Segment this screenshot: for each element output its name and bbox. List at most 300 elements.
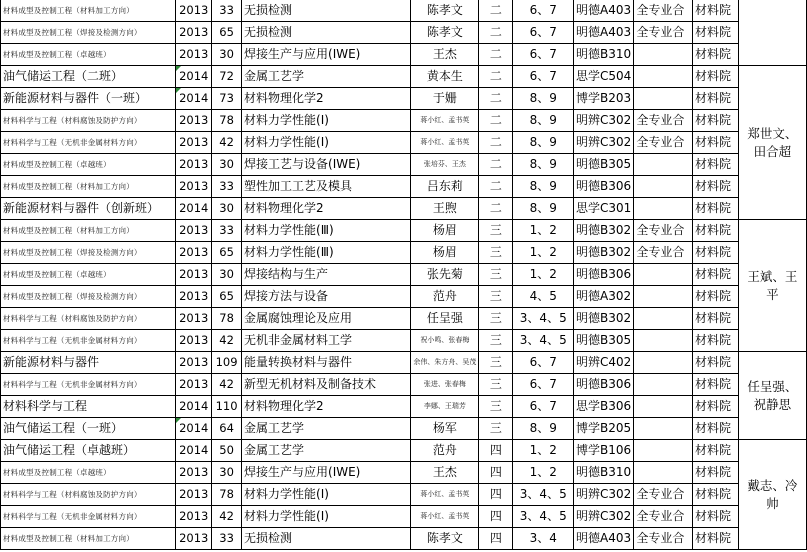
- year-cell[interactable]: [176, 352, 212, 374]
- room-cell[interactable]: [574, 308, 634, 330]
- department-cell[interactable]: [693, 374, 739, 396]
- year-cell[interactable]: [176, 176, 212, 198]
- course-cell[interactable]: [242, 506, 411, 528]
- department-cell[interactable]: [693, 330, 739, 352]
- course-cell[interactable]: [242, 198, 411, 220]
- teacher-cell[interactable]: [411, 44, 479, 66]
- major-cell[interactable]: [1, 132, 176, 154]
- major-cell[interactable]: [1, 286, 176, 308]
- course-cell[interactable]: [242, 330, 411, 352]
- weekday-cell[interactable]: [479, 198, 513, 220]
- session-cell[interactable]: [513, 396, 574, 418]
- room-cell[interactable]: [574, 88, 634, 110]
- year-cell-text: 2013: [179, 3, 209, 17]
- comment-marker-icon: [176, 66, 181, 71]
- teacher-cell[interactable]: [411, 506, 479, 528]
- session-cell[interactable]: [513, 242, 574, 264]
- session-cell[interactable]: [513, 110, 574, 132]
- student-count-cell[interactable]: [212, 440, 242, 462]
- major-cell-text: 油气储运工程（一班）: [3, 421, 124, 435]
- department-cell-text: 材料院: [695, 91, 732, 105]
- teacher-cell-text: 陈孝文: [426, 3, 463, 17]
- year-cell[interactable]: [176, 396, 212, 418]
- class-type-cell[interactable]: [634, 198, 693, 220]
- course-cell[interactable]: [242, 352, 411, 374]
- course-cell[interactable]: [242, 132, 411, 154]
- teacher-cell-text: 黄本生: [426, 69, 463, 83]
- department-cell[interactable]: [693, 66, 739, 88]
- course-cell[interactable]: [242, 528, 411, 550]
- session-cell-text: 8、9: [529, 113, 557, 127]
- course-cell[interactable]: [242, 242, 411, 264]
- department-cell[interactable]: [693, 44, 739, 66]
- student-count-cell[interactable]: [212, 132, 242, 154]
- student-count-cell[interactable]: [212, 396, 242, 418]
- student-count-cell-text: 109: [215, 355, 238, 369]
- class-type-cell[interactable]: [634, 462, 693, 484]
- major-cell[interactable]: [1, 440, 176, 462]
- department-cell-text: 材料院: [695, 223, 732, 237]
- major-cell[interactable]: [1, 0, 176, 22]
- student-count-cell[interactable]: [212, 110, 242, 132]
- student-count-cell-text: 42: [219, 377, 234, 391]
- class-type-cell[interactable]: [634, 286, 693, 308]
- room-cell[interactable]: [574, 264, 634, 286]
- session-cell[interactable]: [513, 44, 574, 66]
- session-cell[interactable]: [513, 506, 574, 528]
- weekday-cell[interactable]: [479, 154, 513, 176]
- class-type-cell[interactable]: [634, 528, 693, 550]
- course-cell[interactable]: [242, 286, 411, 308]
- room-cell[interactable]: [574, 528, 634, 550]
- course-cell[interactable]: [242, 44, 411, 66]
- room-cell-text: 明德B302: [576, 223, 632, 237]
- session-cell[interactable]: [513, 484, 574, 506]
- class-type-cell[interactable]: [634, 484, 693, 506]
- table-row: [1, 374, 807, 396]
- class-type-cell[interactable]: [634, 132, 693, 154]
- class-type-cell[interactable]: [634, 0, 693, 22]
- teacher-cell[interactable]: [411, 0, 479, 22]
- department-cell-text: 材料院: [695, 267, 732, 281]
- major-cell[interactable]: [1, 110, 176, 132]
- class-type-cell[interactable]: [634, 352, 693, 374]
- class-type-cell[interactable]: [634, 418, 693, 440]
- department-cell[interactable]: [693, 88, 739, 110]
- class-type-cell[interactable]: [634, 396, 693, 418]
- major-cell[interactable]: [1, 506, 176, 528]
- session-cell-text: 6、7: [529, 3, 557, 17]
- class-type-cell[interactable]: [634, 110, 693, 132]
- class-type-cell[interactable]: [634, 88, 693, 110]
- major-cell[interactable]: [1, 198, 176, 220]
- student-count-cell[interactable]: [212, 462, 242, 484]
- weekday-cell-text: 三: [489, 245, 502, 259]
- session-cell[interactable]: [513, 154, 574, 176]
- weekday-cell[interactable]: [479, 242, 513, 264]
- room-cell[interactable]: [574, 220, 634, 242]
- teacher-cell-text: 余伟、朱方舟、吴茂: [413, 358, 477, 366]
- session-cell[interactable]: [513, 0, 574, 22]
- course-cell[interactable]: [242, 440, 411, 462]
- year-cell[interactable]: [176, 506, 212, 528]
- course-cell[interactable]: [242, 154, 411, 176]
- department-cell[interactable]: [693, 22, 739, 44]
- student-count-cell[interactable]: [212, 198, 242, 220]
- year-cell[interactable]: [176, 418, 212, 440]
- student-count-cell[interactable]: [212, 0, 242, 22]
- department-cell[interactable]: [693, 110, 739, 132]
- year-cell-text: 2013: [179, 355, 209, 369]
- room-cell[interactable]: [574, 132, 634, 154]
- class-type-cell[interactable]: [634, 308, 693, 330]
- teacher-cell[interactable]: [411, 264, 479, 286]
- session-cell[interactable]: [513, 22, 574, 44]
- teacher-cell[interactable]: [411, 308, 479, 330]
- weekday-cell[interactable]: [479, 22, 513, 44]
- major-cell-text: 材料成型及控制工程（卓越班）: [3, 468, 111, 477]
- student-count-cell[interactable]: [212, 308, 242, 330]
- schedule-body: [1, 0, 807, 550]
- student-count-cell[interactable]: [212, 176, 242, 198]
- year-cell[interactable]: [176, 308, 212, 330]
- room-cell[interactable]: [574, 418, 634, 440]
- teacher-cell[interactable]: [411, 242, 479, 264]
- proctor-group-text: 王斌、王平: [747, 268, 798, 302]
- department-cell[interactable]: [693, 308, 739, 330]
- class-type-cell[interactable]: [634, 264, 693, 286]
- session-cell[interactable]: [513, 418, 574, 440]
- teacher-cell[interactable]: [411, 352, 479, 374]
- class-type-cell[interactable]: [634, 44, 693, 66]
- teacher-cell[interactable]: [411, 22, 479, 44]
- course-cell[interactable]: [242, 264, 411, 286]
- weekday-cell-text: 四: [489, 487, 502, 501]
- room-cell[interactable]: [574, 374, 634, 396]
- weekday-cell[interactable]: [479, 264, 513, 286]
- room-cell[interactable]: [574, 484, 634, 506]
- student-count-cell[interactable]: [212, 374, 242, 396]
- weekday-cell[interactable]: [479, 418, 513, 440]
- weekday-cell[interactable]: [479, 66, 513, 88]
- course-cell[interactable]: [242, 66, 411, 88]
- course-cell[interactable]: [242, 484, 411, 506]
- year-cell[interactable]: [176, 242, 212, 264]
- teacher-cell[interactable]: [411, 374, 479, 396]
- weekday-cell[interactable]: [479, 396, 513, 418]
- class-type-cell[interactable]: [634, 66, 693, 88]
- student-count-cell[interactable]: [212, 220, 242, 242]
- session-cell-text: 8、9: [529, 421, 557, 435]
- student-count-cell-text: 78: [219, 311, 234, 325]
- course-cell[interactable]: [242, 418, 411, 440]
- teacher-cell[interactable]: [411, 418, 479, 440]
- student-count-cell[interactable]: [212, 88, 242, 110]
- session-cell[interactable]: [513, 264, 574, 286]
- student-count-cell[interactable]: [212, 418, 242, 440]
- major-cell[interactable]: [1, 22, 176, 44]
- proctor-group-cell[interactable]: [738, 0, 806, 66]
- year-cell[interactable]: [176, 286, 212, 308]
- student-count-cell[interactable]: [212, 330, 242, 352]
- room-cell[interactable]: [574, 22, 634, 44]
- room-cell[interactable]: [574, 176, 634, 198]
- year-cell[interactable]: [176, 484, 212, 506]
- teacher-cell[interactable]: [411, 176, 479, 198]
- class-type-cell[interactable]: [634, 22, 693, 44]
- room-cell[interactable]: [574, 440, 634, 462]
- major-cell[interactable]: [1, 264, 176, 286]
- weekday-cell[interactable]: [479, 110, 513, 132]
- teacher-cell[interactable]: [411, 110, 479, 132]
- weekday-cell[interactable]: [479, 330, 513, 352]
- teacher-cell[interactable]: [411, 330, 479, 352]
- major-cell[interactable]: [1, 352, 176, 374]
- department-cell[interactable]: [693, 198, 739, 220]
- student-count-cell[interactable]: [212, 484, 242, 506]
- year-cell[interactable]: [176, 154, 212, 176]
- year-cell[interactable]: [176, 198, 212, 220]
- department-cell[interactable]: [693, 154, 739, 176]
- department-cell[interactable]: [693, 462, 739, 484]
- year-cell[interactable]: [176, 44, 212, 66]
- department-cell[interactable]: [693, 396, 739, 418]
- student-count-cell-text: 64: [219, 421, 234, 435]
- weekday-cell[interactable]: [479, 132, 513, 154]
- department-cell[interactable]: [693, 286, 739, 308]
- major-cell-text: 材料科学与工程（材料腐蚀及防护方向）: [3, 116, 142, 125]
- room-cell[interactable]: [574, 110, 634, 132]
- room-cell[interactable]: [574, 198, 634, 220]
- weekday-cell[interactable]: [479, 176, 513, 198]
- major-cell[interactable]: [1, 242, 176, 264]
- session-cell[interactable]: [513, 352, 574, 374]
- teacher-cell[interactable]: [411, 396, 479, 418]
- session-cell[interactable]: [513, 220, 574, 242]
- weekday-cell[interactable]: [479, 220, 513, 242]
- class-type-cell-text: 全专业合: [636, 135, 685, 149]
- weekday-cell[interactable]: [479, 308, 513, 330]
- class-type-cell[interactable]: [634, 154, 693, 176]
- student-count-cell[interactable]: [212, 286, 242, 308]
- course-cell[interactable]: [242, 220, 411, 242]
- student-count-cell[interactable]: [212, 154, 242, 176]
- session-cell[interactable]: [513, 132, 574, 154]
- room-cell[interactable]: [574, 286, 634, 308]
- teacher-cell[interactable]: [411, 528, 479, 550]
- table-row: [1, 176, 807, 198]
- session-cell[interactable]: [513, 176, 574, 198]
- year-cell[interactable]: [176, 330, 212, 352]
- department-cell[interactable]: [693, 484, 739, 506]
- department-cell[interactable]: [693, 528, 739, 550]
- class-type-cell[interactable]: [634, 374, 693, 396]
- course-cell[interactable]: [242, 88, 411, 110]
- class-type-cell[interactable]: [634, 440, 693, 462]
- room-cell[interactable]: [574, 330, 634, 352]
- major-cell[interactable]: [1, 396, 176, 418]
- student-count-cell[interactable]: [212, 22, 242, 44]
- teacher-cell[interactable]: [411, 484, 479, 506]
- session-cell[interactable]: [513, 198, 574, 220]
- teacher-cell[interactable]: [411, 88, 479, 110]
- teacher-cell[interactable]: [411, 132, 479, 154]
- major-cell[interactable]: [1, 418, 176, 440]
- student-count-cell-text: 33: [219, 3, 234, 17]
- session-cell[interactable]: [513, 440, 574, 462]
- student-count-cell[interactable]: [212, 506, 242, 528]
- major-cell[interactable]: [1, 88, 176, 110]
- year-cell[interactable]: [176, 66, 212, 88]
- student-count-cell[interactable]: [212, 528, 242, 550]
- major-cell[interactable]: [1, 330, 176, 352]
- student-count-cell[interactable]: [212, 352, 242, 374]
- course-cell-text: 无损检测: [244, 531, 293, 545]
- teacher-cell[interactable]: [411, 66, 479, 88]
- year-cell[interactable]: [176, 462, 212, 484]
- session-cell[interactable]: [513, 330, 574, 352]
- room-cell[interactable]: [574, 506, 634, 528]
- weekday-cell[interactable]: [479, 528, 513, 550]
- room-cell[interactable]: [574, 44, 634, 66]
- room-cell[interactable]: [574, 242, 634, 264]
- student-count-cell[interactable]: [212, 44, 242, 66]
- year-cell[interactable]: [176, 220, 212, 242]
- year-cell-text: 2013: [179, 531, 209, 545]
- department-cell[interactable]: [693, 242, 739, 264]
- major-cell[interactable]: [1, 44, 176, 66]
- course-cell-text: 材料力学性能(Ⅰ): [244, 509, 329, 523]
- class-type-cell[interactable]: [634, 220, 693, 242]
- teacher-cell-text: 李娜、王瑞芳: [423, 402, 466, 410]
- proctor-group-cell[interactable]: [738, 440, 806, 550]
- department-cell[interactable]: [693, 418, 739, 440]
- teacher-cell[interactable]: [411, 462, 479, 484]
- class-type-cell[interactable]: [634, 506, 693, 528]
- major-cell[interactable]: [1, 528, 176, 550]
- room-cell[interactable]: [574, 0, 634, 22]
- session-cell-text: 1、2: [529, 465, 557, 479]
- student-count-cell[interactable]: [212, 66, 242, 88]
- session-cell[interactable]: [513, 66, 574, 88]
- course-cell[interactable]: [242, 374, 411, 396]
- major-cell[interactable]: [1, 220, 176, 242]
- teacher-cell[interactable]: [411, 286, 479, 308]
- weekday-cell[interactable]: [479, 352, 513, 374]
- room-cell[interactable]: [574, 154, 634, 176]
- weekday-cell[interactable]: [479, 440, 513, 462]
- department-cell[interactable]: [693, 220, 739, 242]
- weekday-cell[interactable]: [479, 0, 513, 22]
- department-cell[interactable]: [693, 176, 739, 198]
- major-cell[interactable]: [1, 66, 176, 88]
- weekday-cell[interactable]: [479, 44, 513, 66]
- proctor-group-cell[interactable]: [738, 66, 806, 220]
- year-cell[interactable]: [176, 0, 212, 22]
- weekday-cell[interactable]: [479, 506, 513, 528]
- weekday-cell[interactable]: [479, 374, 513, 396]
- weekday-cell[interactable]: [479, 88, 513, 110]
- department-cell[interactable]: [693, 506, 739, 528]
- weekday-cell-text: 二: [489, 157, 502, 171]
- class-type-cell[interactable]: [634, 176, 693, 198]
- proctor-group-cell[interactable]: [738, 352, 806, 440]
- weekday-cell-text: 三: [489, 399, 502, 413]
- course-cell[interactable]: [242, 176, 411, 198]
- student-count-cell-text: 33: [219, 179, 234, 193]
- class-type-cell[interactable]: [634, 242, 693, 264]
- teacher-cell[interactable]: [411, 220, 479, 242]
- teacher-cell[interactable]: [411, 198, 479, 220]
- major-cell-text: 材料成型及控制工程（焊接及检测方向）: [3, 248, 142, 257]
- course-cell[interactable]: [242, 396, 411, 418]
- session-cell[interactable]: [513, 374, 574, 396]
- course-cell[interactable]: [242, 110, 411, 132]
- room-cell-text: 明辨C302: [576, 113, 632, 127]
- weekday-cell[interactable]: [479, 484, 513, 506]
- major-cell-text: 油气储运工程（二班）: [3, 69, 124, 83]
- year-cell[interactable]: [176, 374, 212, 396]
- student-count-cell[interactable]: [212, 264, 242, 286]
- department-cell[interactable]: [693, 132, 739, 154]
- department-cell[interactable]: [693, 352, 739, 374]
- session-cell[interactable]: [513, 462, 574, 484]
- department-cell-text: 材料院: [695, 333, 732, 347]
- room-cell[interactable]: [574, 462, 634, 484]
- room-cell[interactable]: [574, 352, 634, 374]
- session-cell[interactable]: [513, 308, 574, 330]
- major-cell[interactable]: [1, 374, 176, 396]
- year-cell[interactable]: [176, 528, 212, 550]
- department-cell[interactable]: [693, 440, 739, 462]
- teacher-cell-text: 蒋小红、孟书英: [420, 116, 470, 124]
- course-cell-text: 金属腐蚀理论及应用: [244, 311, 353, 325]
- teacher-cell[interactable]: [411, 440, 479, 462]
- weekday-cell[interactable]: [479, 286, 513, 308]
- major-cell[interactable]: [1, 484, 176, 506]
- year-cell[interactable]: [176, 88, 212, 110]
- department-cell[interactable]: [693, 0, 739, 22]
- year-cell[interactable]: [176, 110, 212, 132]
- weekday-cell[interactable]: [479, 462, 513, 484]
- major-cell[interactable]: [1, 154, 176, 176]
- proctor-group-cell[interactable]: [738, 220, 806, 352]
- year-cell[interactable]: [176, 264, 212, 286]
- year-cell[interactable]: [176, 132, 212, 154]
- session-cell[interactable]: [513, 88, 574, 110]
- teacher-cell[interactable]: [411, 154, 479, 176]
- year-cell[interactable]: [176, 440, 212, 462]
- course-cell[interactable]: [242, 0, 411, 22]
- department-cell[interactable]: [693, 264, 739, 286]
- year-cell[interactable]: [176, 22, 212, 44]
- room-cell[interactable]: [574, 396, 634, 418]
- course-cell[interactable]: [242, 308, 411, 330]
- class-type-cell-text: 全专业合: [636, 509, 685, 523]
- room-cell[interactable]: [574, 66, 634, 88]
- room-cell-text: 明辨C402: [576, 355, 632, 369]
- major-cell[interactable]: [1, 462, 176, 484]
- major-cell[interactable]: [1, 308, 176, 330]
- major-cell[interactable]: [1, 176, 176, 198]
- course-cell[interactable]: [242, 22, 411, 44]
- class-type-cell[interactable]: [634, 330, 693, 352]
- session-cell[interactable]: [513, 528, 574, 550]
- course-cell[interactable]: [242, 462, 411, 484]
- student-count-cell-text: 30: [219, 201, 234, 215]
- session-cell[interactable]: [513, 286, 574, 308]
- student-count-cell[interactable]: [212, 242, 242, 264]
